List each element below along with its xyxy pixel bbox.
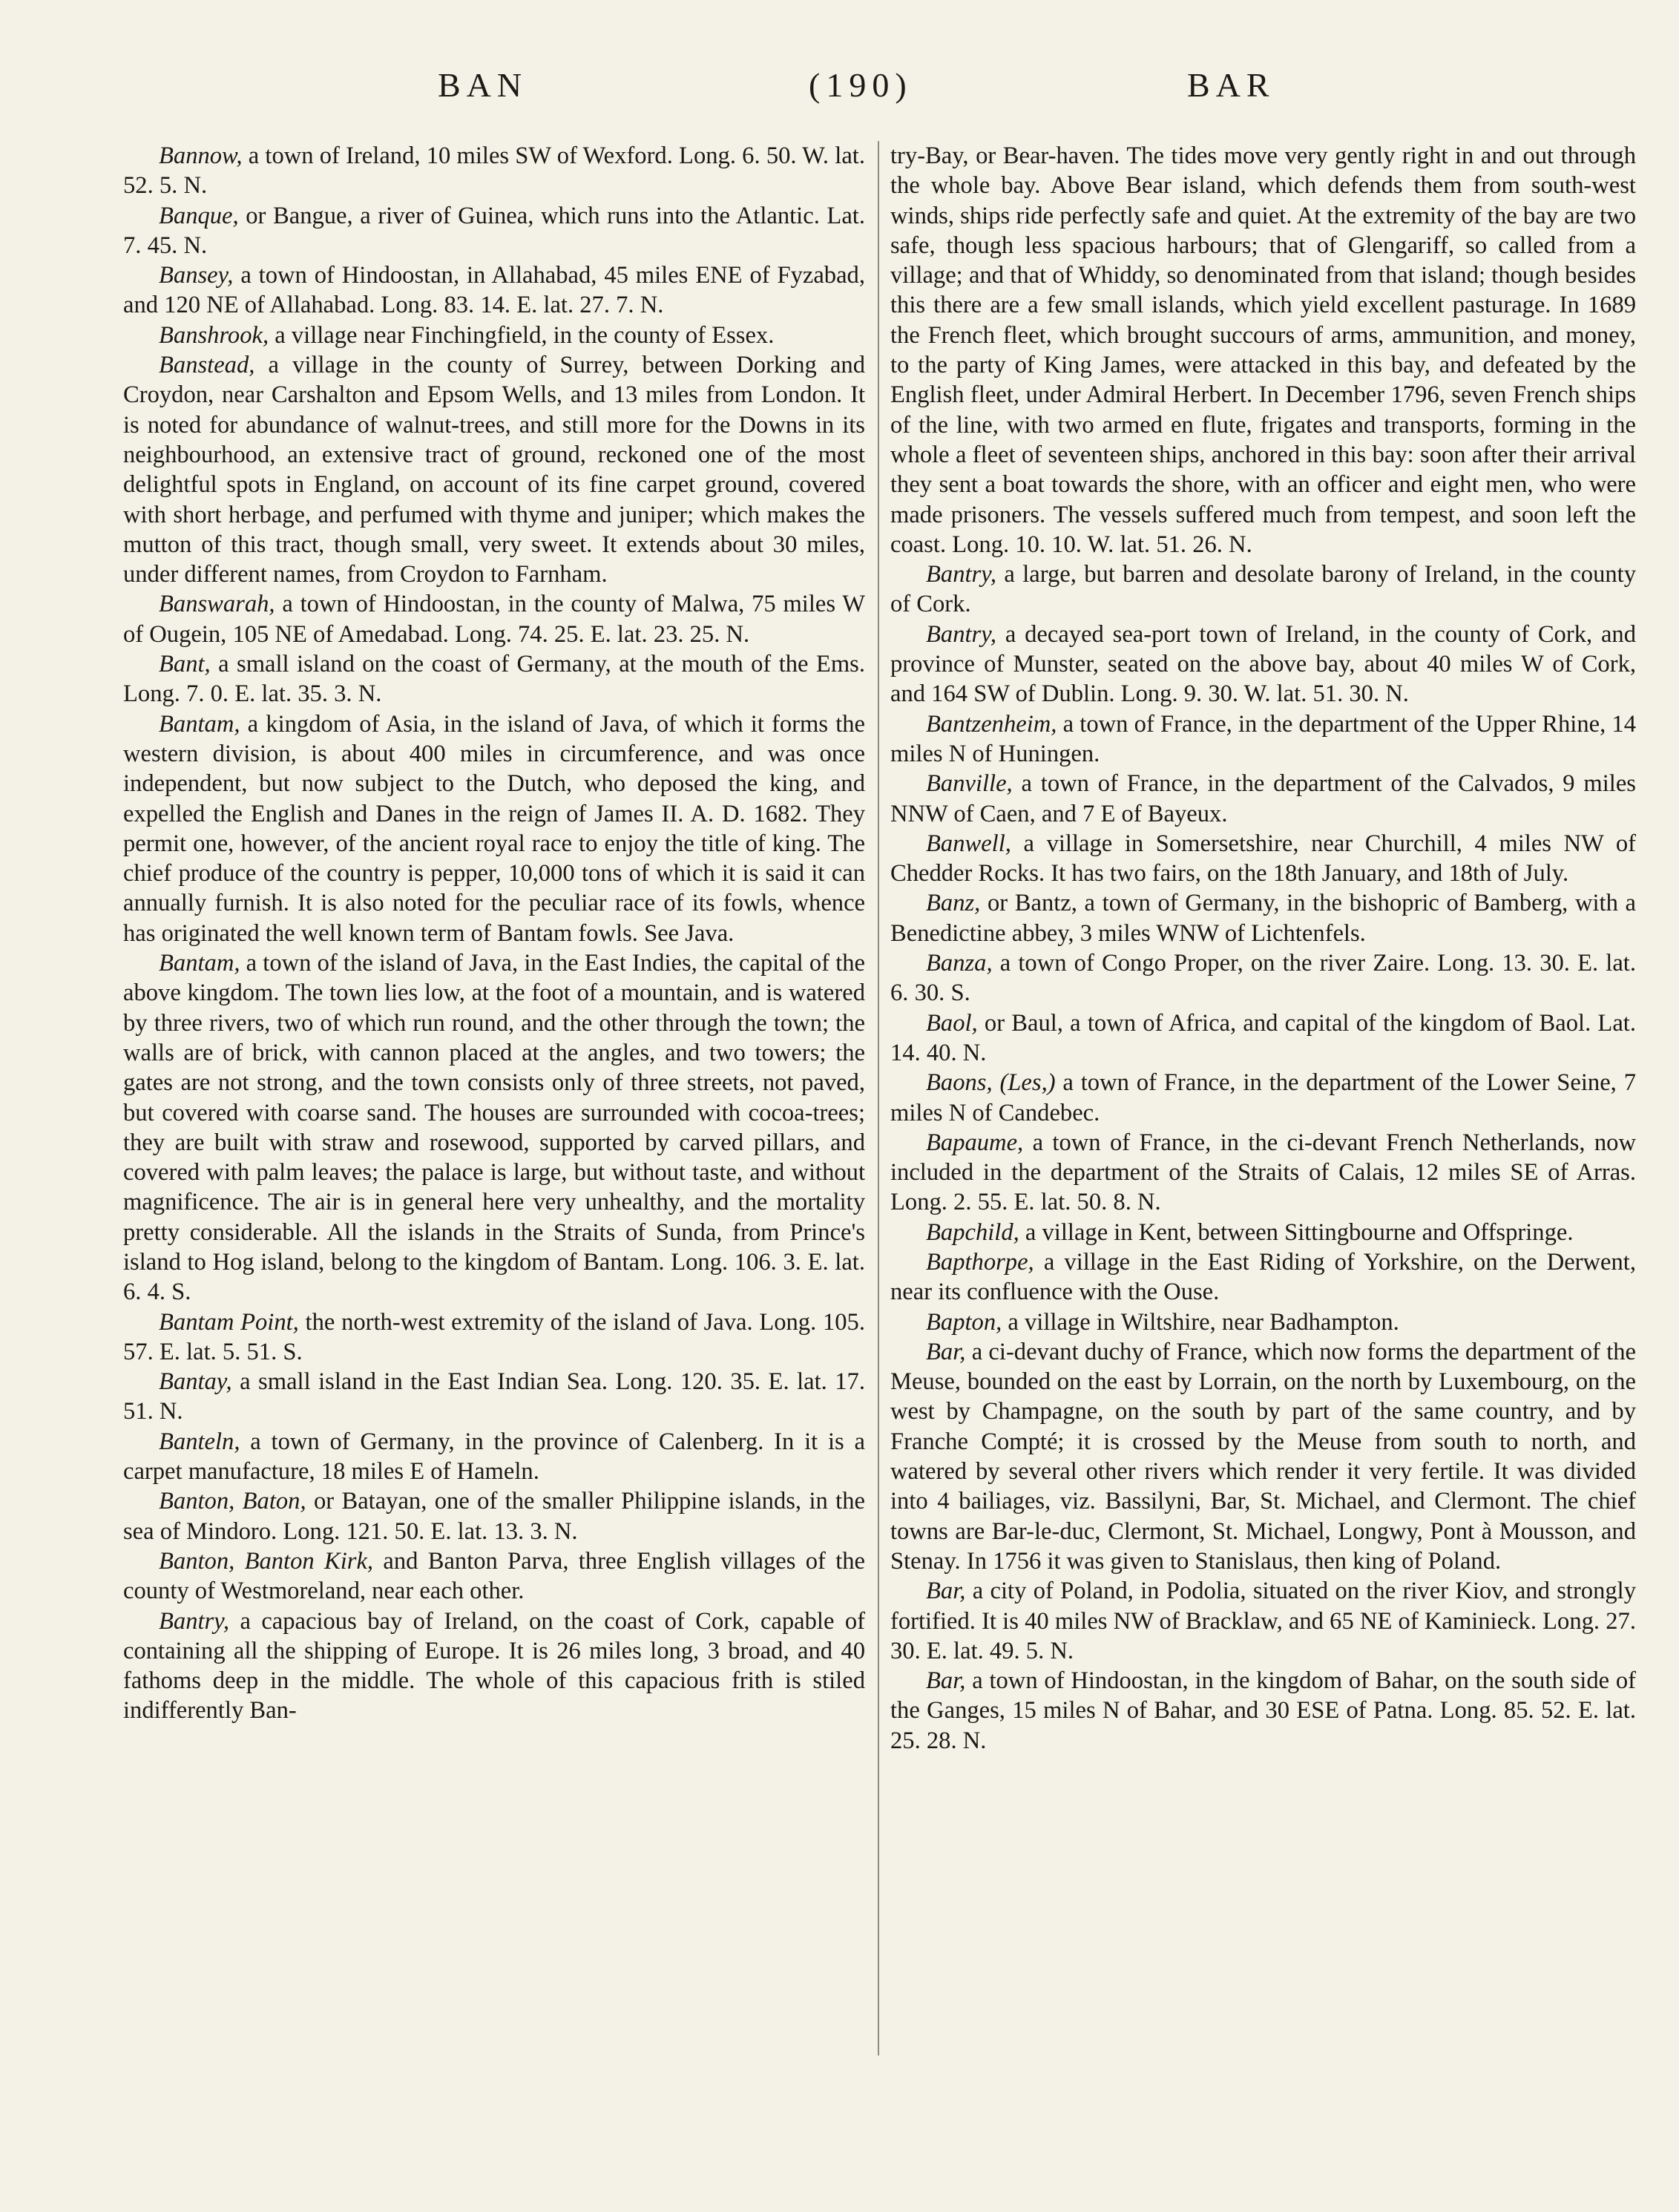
- gazetteer-entry: [890, 1307, 1636, 1337]
- entry-text: a town of Germany, in the province of Calenberg. In it is a carpet manufacture, 18 miles E of Hameln.: [123, 1428, 865, 1486]
- entry-text: a village near Finchingfield, in the county of Essex.: [269, 321, 775, 349]
- gazetteer-entry: [890, 1576, 1636, 1666]
- entry-text: a village in Wiltshire, near Badhampton.: [1002, 1308, 1399, 1336]
- entry-text: a town of the island of Java, in the East Indies, the capital of the above kingdom. The town lies low, at the foot of a mountain, and is watered by three rivers, two of which run round, and the other through the town; the walls are of brick, with cannon placed at the angles, and two towers; the gates are not strong, and the town consists only of three streets, not paved, but covered with coarse sand. The houses are surrounded with cocoa-trees; they are built with straw and rosewood, supported by carved pillars, and covered with palm leaves; the palace is large, but without taste, and without magnificence. The air is in general here very unhealthy, and the mortality pretty considerable. All the islands in the Straits of Sunda, from Prince's island to Hog island, belong to the kingdom of Bantam. Long. 106. 3. E. lat. 6. 4. S.: [123, 950, 865, 1306]
- entry-headword: Bantay,: [159, 1368, 232, 1396]
- gazetteer-entry: [123, 709, 865, 948]
- entry-headword: Baol,: [926, 1009, 978, 1037]
- gazetteer-entry: [890, 141, 1636, 559]
- entry-text: a town of Congo Proper, on the river Zaire. Long. 13. 30. E. lat. 6. 30. S.: [890, 950, 1636, 1007]
- entry-text: and Banton Parva, three English villages of the county of Westmoreland, near each other.: [123, 1547, 865, 1605]
- entry-text: the north-west extremity of the island of Java. Long. 105. 57. E. lat. 5. 51. S.: [123, 1308, 865, 1365]
- entry-headword: Bantry,: [926, 620, 997, 648]
- entry-text: a town of Ireland, 10 miles SW of Wexford. Long. 6. 50. W. lat. 52. 5. N.: [123, 142, 865, 200]
- entry-text: or Bantz, a town of Germany, in the bishopric of Bamberg, with a Benedictine abbey, 3 miles WNW of Lichtenfels.: [890, 890, 1636, 947]
- header-right-word: BAR: [1187, 66, 1275, 104]
- entry-text: a kingdom of Asia, in the island of Java, of which it forms the western division, is about 400 miles in circumference, and was once independent, but now subject to the Dutch, who deposed the king, and expelled the English and Danes in the reign of James II. A. D. 1682. They permit one, however, of the ancient royal race to enjoy the title of king. The chief produce of the country is pepper, 10,000 tons of which it is said it can annually furnish. It is also noted for the peculiar race of its fowls, whence has originated the well known term of Bantam fowls. See Java.: [123, 710, 865, 947]
- gazetteer-entry: [123, 1307, 865, 1368]
- gazetteer-entry: [123, 948, 865, 1307]
- entry-headword: Bar,: [926, 1578, 966, 1605]
- entry-text: or Baul, a town of Africa, and capital of the kingdom of Baol. Lat. 14. 40. N.: [890, 1009, 1636, 1066]
- entry-headword: Bantam,: [159, 950, 240, 977]
- entry-headword: Bapchild,: [926, 1218, 1019, 1246]
- entry-text: a town of Hindoostan, in the kingdom of Bahar, on the south side of the Ganges, 15 miles N of Bahar, and 30 ESE of Patna. Long. 85. 52. E. lat. 25. 28. N.: [890, 1667, 1636, 1754]
- gazetteer-entry: [123, 201, 865, 261]
- entry-headword: Bansey,: [159, 262, 234, 289]
- entry-text: a large, but barren and desolate barony of Ireland, in the county of Cork.: [890, 561, 1636, 618]
- gazetteer-entry: [890, 1218, 1636, 1247]
- gazetteer-entry: [890, 1008, 1636, 1069]
- entry-text: or Batayan, one of the smaller Philippine islands, in the sea of Mindoro. Long. 121. 50. E. lat. 13. 3. N.: [123, 1488, 865, 1545]
- entry-headword: Bantry,: [926, 561, 997, 588]
- gazetteer-entry: [890, 1666, 1636, 1756]
- gazetteer-entry: [890, 948, 1636, 1008]
- entry-headword: Banz,: [926, 890, 981, 917]
- gazetteer-entry: [890, 1068, 1636, 1128]
- entry-text: a village in the county of Surrey, between Dorking and Croydon, near Carshalton and Epsom Wells, and 13 miles from London. It is noted for abundance of walnut-trees, and still more for the Downs in its neighbourhood, an extensive tract of ground, reckoned one of the most delightful spots in England, on account of its fine carpet ground, covered with short herbage, and perfumed with thyme and juniper; which makes the mutton of this tract, though small, very sweet. It extends about 30 miles, under different names, from Croydon to Farnham.: [123, 352, 865, 588]
- gazetteer-entry: [123, 1427, 865, 1487]
- gazetteer-entry: [123, 589, 865, 649]
- header-left-word: BAN: [438, 66, 528, 104]
- gazetteer-entry: [123, 350, 865, 589]
- entry-text: a ci-devant duchy of France, which now forms the department of the Meuse, bounded on the east by Lorrain, on the north by Luxembourg, on the west by Champagne, on the south by part of the same country, and by Franche Compté; it is crossed by the Meuse from south to north, and watered by several other rivers which render it very fertile. It was divided into 4 bailiages, viz. Bassilyni, Bar, St. Michael, and Clermont. The chief towns are Bar-le-duc, Clermont, St. Michael, Longwy, Pont à Mousson, and Stenay. In 1756 it was given to Stanislaus, then king of Poland.: [890, 1338, 1636, 1575]
- entry-headword: Banza,: [926, 950, 993, 977]
- column-divider: [878, 141, 879, 2055]
- entry-headword: Bantam Point,: [159, 1308, 299, 1336]
- entry-text: a town of Hindoostan, in the county of Malwa, 75 miles W of Ougein, 105 NE of Amedabad. Long. 74. 25. E. lat. 23. 25. N.: [123, 591, 865, 648]
- entry-headword: Bar,: [926, 1667, 966, 1695]
- right-column: [890, 141, 1636, 1756]
- gazetteer-entry: [123, 141, 865, 201]
- page-number: (190): [809, 66, 913, 104]
- gazetteer-entry: [890, 709, 1636, 769]
- gazetteer-entry: [890, 829, 1636, 889]
- entry-text: a town of Hindoostan, in Allahabad, 45 miles ENE of Fyzabad, and 120 NE of Allahabad. Long. 83. 14. E. lat. 27. 7. N.: [123, 262, 865, 319]
- gazetteer-entry: [123, 260, 865, 321]
- entry-headword: Bar,: [926, 1338, 966, 1365]
- entry-headword: Bant,: [159, 651, 211, 678]
- entry-text: a town of France, in the department of the Lower Seine, 7 miles N of Candebec.: [890, 1069, 1636, 1126]
- entry-headword: Banton, Banton Kirk,: [159, 1547, 374, 1575]
- gazetteer-entry: [123, 1367, 865, 1427]
- gazetteer-entry: [890, 1128, 1636, 1218]
- entry-text: a decayed sea-port town of Ireland, in the county of Cork, and province of Munster, seated on the above bay, about 40 miles W of Cork, and 164 SW of Dublin. Long. 9. 30. W. lat. 51. 30. N.: [890, 620, 1636, 708]
- gazetteer-entry: [890, 559, 1636, 620]
- entry-headword: Banwell,: [926, 830, 1011, 857]
- entry-headword: Banque,: [159, 202, 239, 229]
- entry-headword: Bantry,: [159, 1607, 230, 1635]
- entry-headword: Banstead,: [159, 352, 255, 379]
- entry-text: a town of France, in the department of the Upper Rhine, 14 miles N of Huningen.: [890, 710, 1636, 767]
- entry-headword: Banteln,: [159, 1428, 240, 1455]
- entry-text: or Bangue, a river of Guinea, which runs into the Atlantic. Lat. 7. 45. N.: [123, 202, 865, 259]
- entry-headword: Bannow,: [159, 142, 243, 169]
- gazetteer-entry: [123, 321, 865, 350]
- entry-headword: Baons, (Les,): [926, 1069, 1056, 1097]
- entry-headword: Banswarah,: [159, 591, 275, 618]
- entry-text: a village in Somersetshire, near Churchill, 4 miles NW of Chedder Rocks. It has two fairs, on the 18th January, and 18th of July.: [890, 830, 1636, 887]
- entry-headword: Bapaume,: [926, 1129, 1024, 1156]
- entry-text: a city of Poland, in Podolia, situated on the river Kiov, and strongly fortified. It is 40 miles NW of Bracklaw, and 65 NE of Kaminieck. Long. 27. 30. E. lat. 49. 5. N.: [890, 1578, 1636, 1664]
- gazetteer-entry: [890, 1247, 1636, 1307]
- entry-headword: Bapthorpe,: [926, 1248, 1034, 1276]
- gazetteer-entry: [123, 1486, 865, 1546]
- gazetteer-entry: [123, 1546, 865, 1607]
- gazetteer-entry: [890, 888, 1636, 948]
- entry-headword: Banton, Baton,: [159, 1488, 306, 1515]
- entry-text: a town of France, in the department of the Calvados, 9 miles NNW of Caen, and 7 E of Bayeux.: [890, 770, 1636, 827]
- entry-text: a town of France, in the ci-devant French Netherlands, now included in the department of the Straits of Calais, 12 miles SE of Arras. Long. 2. 55. E. lat. 50. 8. N.: [890, 1129, 1636, 1216]
- entry-text: a village in Kent, between Sittingbourne and Offspringe.: [1019, 1218, 1574, 1246]
- entry-text: a village in the East Riding of Yorkshire, on the Derwent, near its confluence with the Ouse.: [890, 1248, 1636, 1306]
- entry-headword: Bantzenheim,: [926, 710, 1057, 738]
- entry-text: a small island in the East Indian Sea. Long. 120. 35. E. lat. 17. 51. N.: [123, 1368, 865, 1425]
- left-column: [123, 141, 865, 1726]
- gazetteer-entry: [890, 620, 1636, 709]
- gazetteer-entry: [123, 649, 865, 709]
- entry-headword: Banshrook,: [159, 321, 269, 349]
- gazetteer-entry: [123, 1607, 865, 1726]
- gazetteer-entry: [890, 769, 1636, 829]
- entry-headword: Bapton,: [926, 1308, 1002, 1336]
- entry-text: a capacious bay of Ireland, on the coast of Cork, capable of containing all the shipping of Europe. It is 26 miles long, 3 broad, and 40 fathoms deep in the middle. The whole of this capacious frith is stiled indifferently Ban-: [123, 1607, 865, 1724]
- entry-headword: Bantam,: [159, 710, 240, 738]
- entry-headword: Banville,: [926, 770, 1013, 798]
- entry-text: try-Bay, or Bear-haven. The tides move very gently right in and out through the whole bay. Above Bear island, which defends them from south-west winds, ships ride perfectly safe and quiet. At the extremity of the bay are two safe, though less spacious harbours; that of Glengariff, so called from a village; and that of Whiddy, so denominated from that island; though besides this there are a few small islands, which yield excellent pasturage. In 1689 the French fleet, which brought succours of arms, ammunition, and money, to the party of King James, were attacked in this bay, and defeated by the English fleet, under Admiral Herbert. In December 1796, seven French ships of the line, with two armed en flute, frigates and transports, forming in the whole a fleet of seventeen ships, anchored in this bay: soon after their arrival they sent a boat towards the shore, with an officer and eight men, who were made prisoners. The vessels suffered much from tempest, and soon left the coast. Long. 10. 10. W. lat. 51. 26. N.: [890, 142, 1636, 558]
- page-header: [0, 65, 1679, 125]
- gazetteer-entry: [890, 1337, 1636, 1576]
- entry-text: a small island on the coast of Germany, at the mouth of the Ems. Long. 7. 0. E. lat. 35. 3. N.: [123, 651, 865, 708]
